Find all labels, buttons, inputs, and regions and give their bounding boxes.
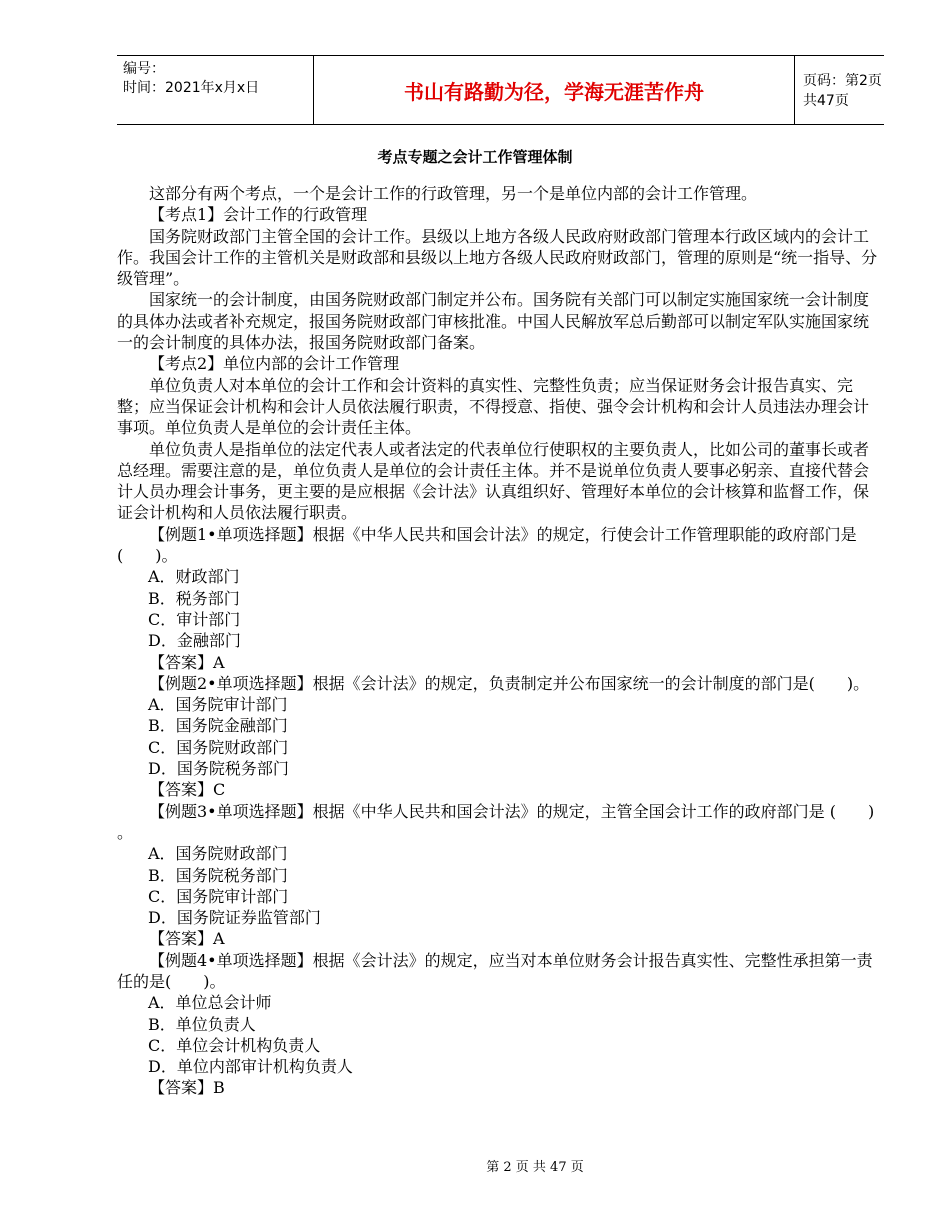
example-option: A．国务院财政部门 [148,844,288,864]
example-question: 【例题3•单项选择题】根据《中华人民共和国会计法》的规定，主管全国会计工作的政府部门是 ( ) 。 [117,801,875,842]
example-option: A．财政部门 [148,567,240,587]
document-body [117,183,881,1099]
doc-number-label: 编号： [123,61,165,77]
point2-heading: 【考点2】单位内部的会计工作管理 [149,354,400,374]
doc-time: 时间：2021年x月x日 [123,80,260,96]
example-1 [117,524,881,673]
point1-paragraph-1: 国务院财政部门主管全国的会计工作。县级以上地方各级人民政府财政部门管理本行政区域内的会计工作。我国会计工作的主管机关是财政部和县级以上地方各级人民政府财政部门，管理的原则是“统一指导、分级管理”。 [117,226,878,289]
example-option: B．税务部门 [148,588,240,608]
example-option: D．金融部门 [148,631,241,651]
page-title: 考点专题之会计工作管理体制 [377,148,573,166]
example-option: C．审计部门 [148,609,241,629]
example-question: 【例题4•单项选择题】根据《会计法》的规定，应当对本单位财务会计报告真实性、完整性承担第一责任的是( )。 [117,950,873,991]
example-option: B．国务院金融部门 [148,716,288,736]
example-answer: 【答案】B [149,1078,225,1098]
header-motto: 书山有路勤为径，学海无涯苦作舟 [313,56,795,124]
example-answer: 【答案】A [149,652,225,672]
example-answer: 【答案】C [149,780,226,800]
header-meta [123,60,308,98]
point1-paragraph-2: 国家统一的会计制度，由国务院财政部门制定并公布。国务院有关部门可以制定实施国家统一会计制度的具体办法或者补充规定，报国务院财政部门审核批准。中国人民解放军总后勤部可以制定军队实施国家统一的会计制度的具体办法，报国务院财政部门备案。 [117,290,870,353]
example-question: 【例题1•单项选择题】根据《中华人民共和国会计法》的规定，行使会计工作管理职能的政府部门是( )。 [117,524,857,566]
page-header [117,55,884,125]
example-option: D．国务院税务部门 [148,759,289,779]
example-question: 【例题2•单项选择题】根据《会计法》的规定，负责制定并公布国家统一的会计制度的部门是( )。 [149,673,870,693]
example-option: D．国务院证券监管部门 [148,908,321,928]
example-answer: 【答案】A [149,929,225,949]
point2-paragraph-1: 单位负责人对本单位的会计工作和会计资料的真实性、完整性负责；应当保证财务会计报告真实、完整；应当保证会计机构和会计人员依法履行职责，不得授意、指使、强令会计机构和会计人员违法办理会计事项。单位负责人是单位的会计责任主体。 [117,375,870,438]
intro-paragraph: 这部分有两个考点，一个是会计工作的行政管理，另一个是单位内部的会计工作管理。 [149,184,758,203]
example-3 [117,801,881,950]
point1-heading: 【考点1】会计工作的行政管理 [149,205,368,225]
point2-paragraph-2: 单位负责人是指单位的法定代表人或者法定的代表单位行使职权的主要负责人，比如公司的董事长或者总经理。需要注意的是，单位负责人是单位的会计责任主体。并不是说单位负责人要事必躬亲、直接代替会计人员办理会计事务，更主要的是应根据《会计法》认真组织好、管理好本单位的会计核算和监督工作，保证会计机构和人员依法履行职责。 [117,439,870,523]
example-option: B．单位负责人 [148,1014,256,1034]
example-2 [117,673,881,801]
example-option: D．单位内部审计机构负责人 [148,1057,353,1077]
example-option: B．国务院税务部门 [148,865,288,885]
example-option: C．单位会计机构负责人 [148,1035,321,1055]
example-option: C．国务院财政部门 [148,737,289,757]
example-option: C．国务院审计部门 [148,886,289,906]
example-option: A．国务院审计部门 [148,695,288,715]
example-option: A．单位总会计师 [148,993,272,1013]
example-4 [117,950,881,1099]
page-footer: 第 2 页 共 47 页 [486,1160,584,1175]
header-page-info: 页码：第2页 共47页 [803,73,882,109]
